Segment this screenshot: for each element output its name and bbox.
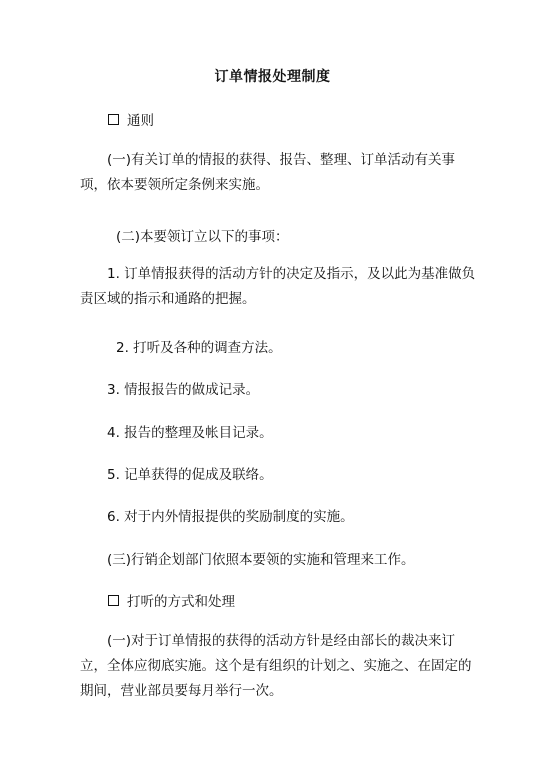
section-heading-text: 通则 bbox=[127, 113, 154, 129]
section-heading-text: 打听的方式和处理 bbox=[127, 594, 235, 610]
checkbox-square-icon bbox=[108, 595, 119, 606]
list-item-5: 5. 记单获得的促成及联络。 bbox=[107, 467, 273, 483]
paragraph-general-3: (三)行销企划部门依照本要领的实施和管理来工作。 bbox=[107, 552, 415, 568]
checkbox-square-icon bbox=[108, 114, 119, 125]
list-item-4: 4. 报告的整理及帐目记录。 bbox=[107, 425, 273, 441]
list-item-1: 1. 订单情报获得的活动方针的决定及指示，及以此为基准做负责区域的指示和通路的把握。 bbox=[80, 266, 476, 307]
section-heading-inquiry bbox=[108, 593, 235, 611]
document-title: 订单情报处理制度 bbox=[214, 69, 331, 85]
paragraph-inquiry-1: (一)对于订单情报的获得的活动方针是经由部长的裁决来订立，全体应彻底实施。这个是有组织的计划之、实施之、在固定的期间，营业部员要每月举行一次。 bbox=[80, 633, 472, 699]
list-item-2: 2. 打听及各种的调查方法。 bbox=[116, 340, 282, 356]
section-heading-general bbox=[108, 112, 154, 130]
paragraph-general-2: (二)本要领订立以下的事项： bbox=[116, 229, 289, 245]
list-item-6: 6. 对于内外情报提供的奖励制度的实施。 bbox=[107, 509, 354, 525]
list-item-3: 3. 情报报告的做成记录。 bbox=[107, 382, 260, 398]
paragraph-general-1: (一)有关订单的情报的获得、报告、整理、订单活动有关事项，依本要领所定条例来实施。 bbox=[80, 152, 456, 193]
